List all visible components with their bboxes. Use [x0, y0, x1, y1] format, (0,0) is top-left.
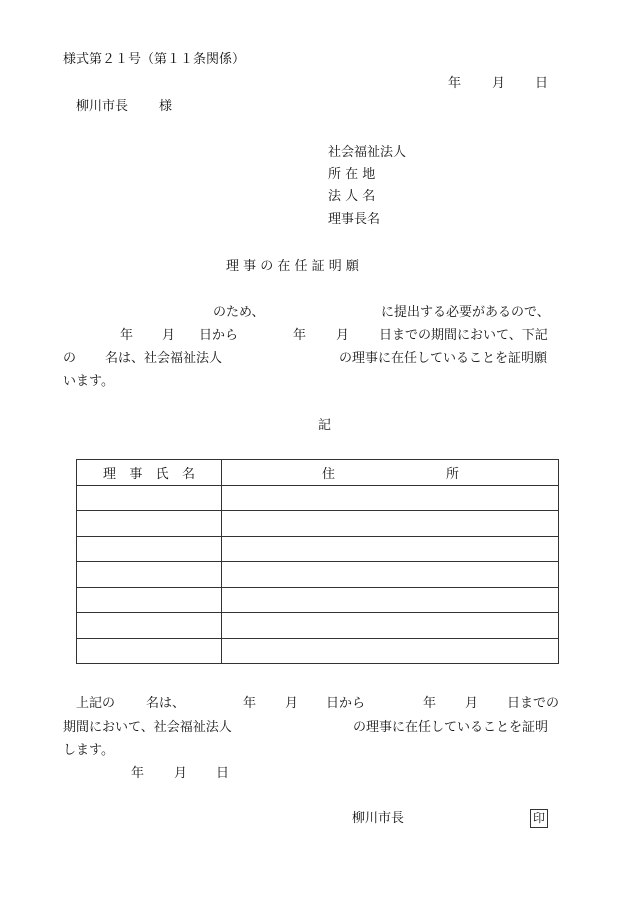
request-line2-month1: 月 — [162, 328, 176, 343]
applicant-chairman-label: 理事長名 — [328, 212, 381, 227]
header-director-name — [77, 460, 222, 486]
issuer-name: 柳川市長 — [352, 811, 405, 826]
top-date-month: 月 — [492, 76, 506, 91]
directors-table-body — [77, 485, 559, 664]
bottom-date-year: 年 — [131, 766, 145, 781]
header-address — [222, 460, 559, 486]
cert-line1-year2: 年 — [423, 696, 437, 711]
bottom-date-month: 月 — [174, 766, 188, 781]
request-line1-b: に提出する必要があるので、 — [381, 305, 550, 320]
cert-line1-day2: 日までの — [507, 696, 560, 711]
table-row — [77, 638, 559, 664]
request-line3-b: 名は、社会福祉法人 — [105, 351, 223, 366]
ki-marker: 記 — [318, 418, 332, 433]
director-name-cell[interactable] — [77, 562, 222, 588]
director-address-cell[interactable] — [222, 536, 559, 562]
director-name-cell[interactable] — [77, 587, 222, 613]
applicant-address-label: 所 在 地 — [328, 167, 376, 182]
director-address-cell[interactable] — [222, 613, 559, 639]
table-row — [77, 536, 559, 562]
cert-line1-month1: 月 — [285, 696, 299, 711]
directors-table — [76, 459, 559, 664]
director-address-cell[interactable] — [222, 587, 559, 613]
director-address-cell[interactable] — [222, 511, 559, 537]
request-line2-year2: 年 — [293, 328, 307, 343]
cert-line1-year1: 年 — [243, 696, 257, 711]
addressee-name: 柳川市長 — [76, 99, 129, 114]
table-row — [77, 485, 559, 511]
document-title: 理 事 の 在 任 証 明 願 — [226, 259, 359, 274]
director-name-cell[interactable] — [77, 638, 222, 664]
director-address-cell[interactable] — [222, 562, 559, 588]
cert-line1-day1: 日から — [326, 696, 366, 711]
request-line2-day1: 日から — [199, 328, 239, 343]
header-name-char: 名 — [181, 466, 195, 482]
header-address-char: 住 — [322, 466, 336, 482]
table-row — [77, 613, 559, 639]
director-name-cell[interactable] — [77, 536, 222, 562]
applicant-corp-name-label: 法 人 名 — [328, 189, 376, 204]
addressee-honorific: 様 — [159, 99, 173, 114]
request-line2-month2: 月 — [336, 328, 350, 343]
director-name-cell[interactable] — [77, 485, 222, 511]
cert-line2-b: の理事に在任していることを証明 — [353, 720, 549, 735]
request-line3-c: の理事に在任していることを証明願 — [339, 351, 548, 366]
header-name-char: 理 — [103, 466, 117, 482]
table-row — [77, 562, 559, 588]
table-header-row — [77, 460, 559, 486]
seal-mark: 印 — [530, 809, 548, 828]
form-number: 様式第２１号（第１１条関係） — [63, 52, 246, 67]
cert-line1-month2: 月 — [465, 696, 479, 711]
applicant-corp-type: 社会福祉法人 — [328, 145, 407, 160]
cert-line1-a: 上記の — [76, 696, 116, 711]
header-address-char: 所 — [445, 466, 459, 482]
table-row — [77, 511, 559, 537]
request-line2-year1: 年 — [120, 328, 134, 343]
header-name-char: 氏 — [155, 466, 169, 482]
director-address-cell[interactable] — [222, 638, 559, 664]
director-address-cell[interactable] — [222, 485, 559, 511]
cert-line3: します。 — [63, 743, 114, 758]
director-name-cell[interactable] — [77, 511, 222, 537]
header-name-char: 事 — [129, 466, 143, 482]
top-date-year: 年 — [448, 76, 462, 91]
cert-line2-a: 期間において、社会福祉法人 — [63, 720, 232, 735]
request-line2-day2: 日までの期間において、下記 — [379, 328, 548, 343]
bottom-date-day: 日 — [216, 766, 230, 781]
top-date-day: 日 — [535, 76, 549, 91]
request-line1-a: のため、 — [213, 305, 265, 320]
request-line3-a: の — [63, 351, 77, 366]
request-line4: います。 — [63, 374, 114, 389]
cert-line1-b: 名は、 — [146, 696, 186, 711]
director-name-cell[interactable] — [77, 613, 222, 639]
table-row — [77, 587, 559, 613]
